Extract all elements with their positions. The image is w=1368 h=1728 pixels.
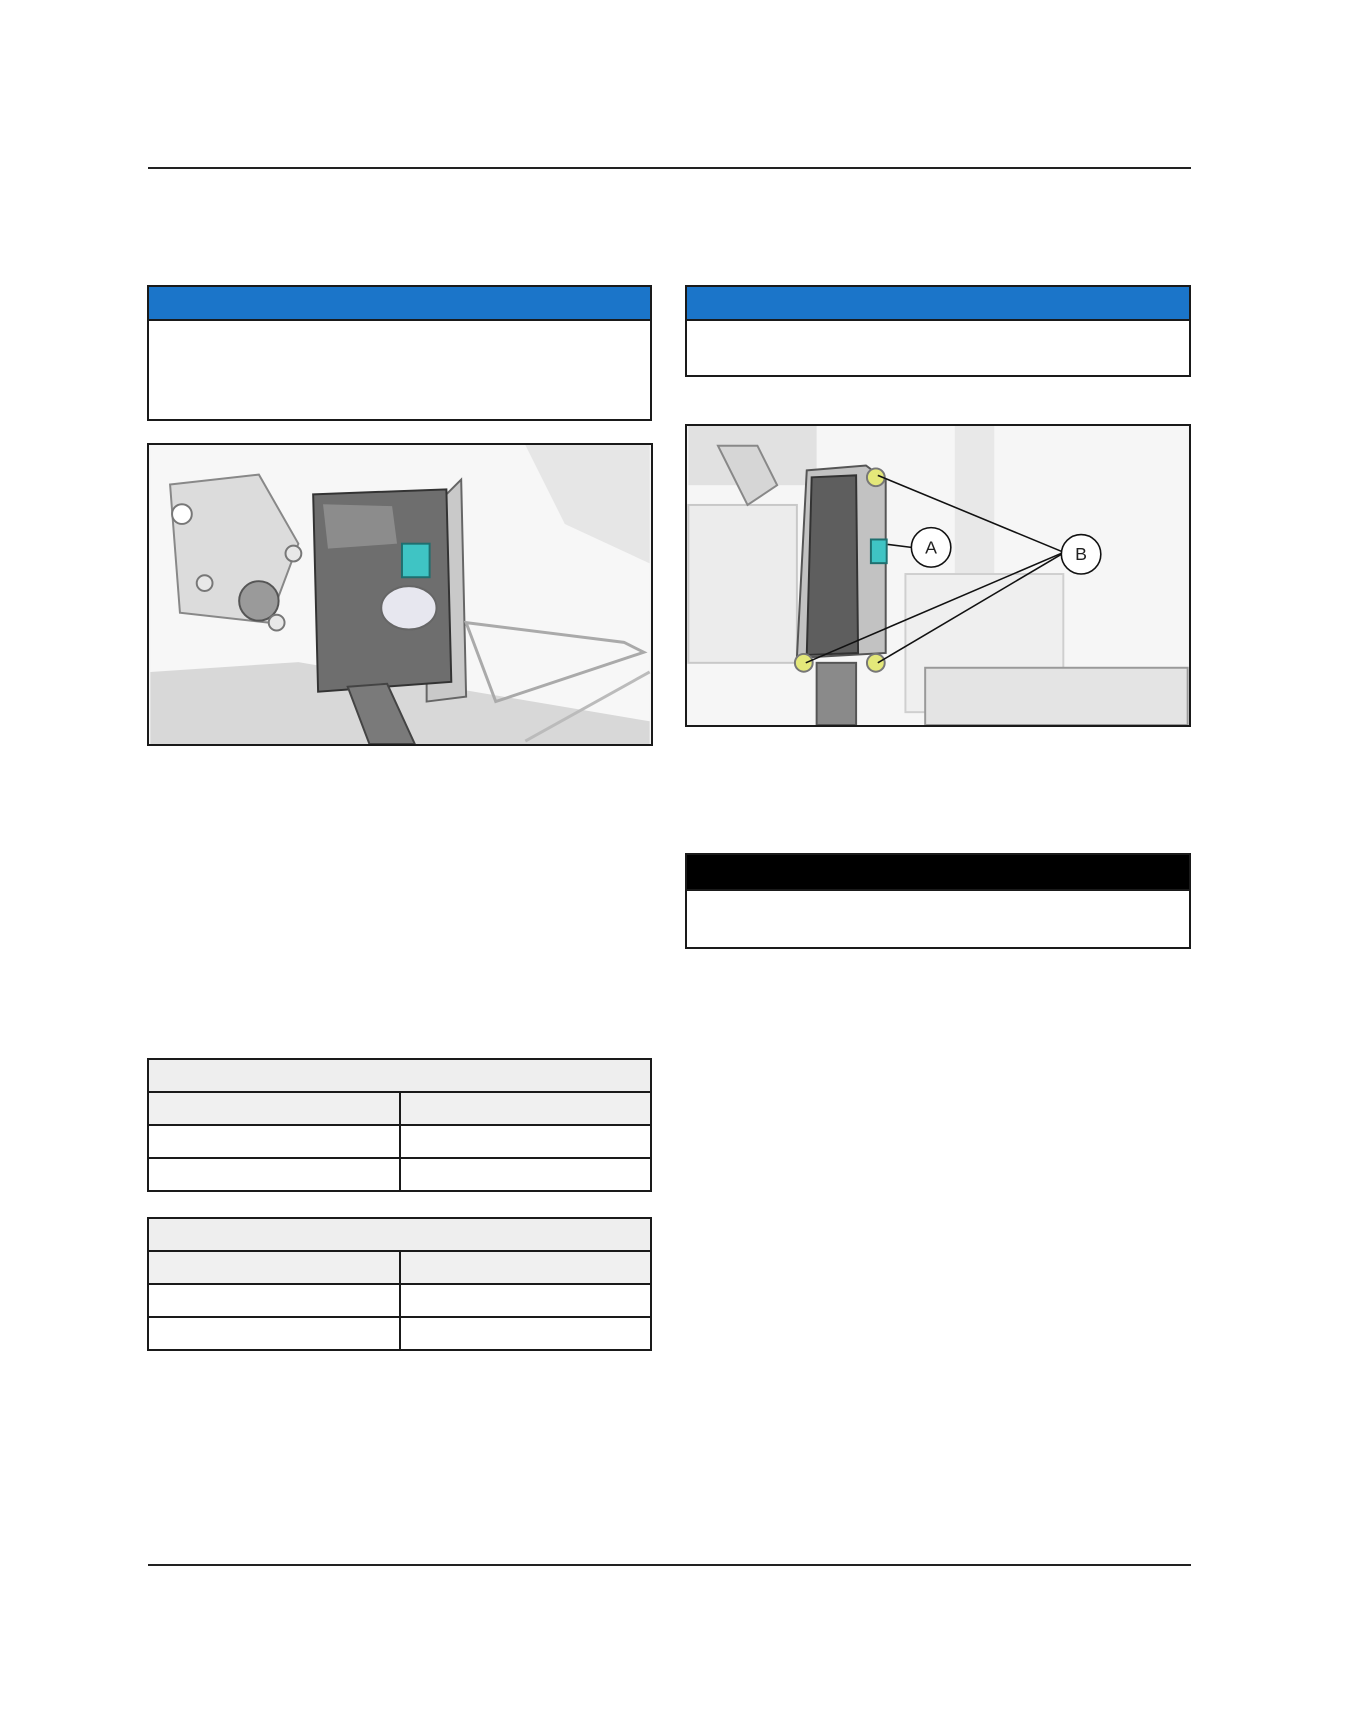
table-cell: [400, 1125, 651, 1158]
footer-rule: [148, 1564, 1191, 1566]
header-rule: [148, 167, 1191, 169]
table-cell: [400, 1158, 651, 1191]
warning-box: [685, 853, 1191, 949]
pedal-sensor-illustration: [149, 445, 651, 744]
table-row: [148, 1158, 651, 1191]
table-cell: [148, 1284, 400, 1317]
callout-b: B: [1075, 544, 1088, 565]
note-banner: [687, 287, 1189, 321]
note-box-left: [147, 285, 652, 421]
note-banner: [149, 287, 650, 321]
callout-a: A: [925, 537, 938, 558]
table-header-cell: [148, 1092, 400, 1125]
warning-banner: [687, 855, 1189, 891]
table-header-cell: [148, 1251, 400, 1284]
table-cell: [148, 1158, 400, 1191]
table-caption: [148, 1218, 651, 1251]
figure-sensor-callouts: [685, 424, 1191, 727]
table-row: [148, 1125, 651, 1158]
table-cell: [148, 1317, 400, 1350]
table-header-cell: [400, 1251, 651, 1284]
table-cell: [400, 1317, 651, 1350]
spec-table-1: [147, 1058, 652, 1192]
table-cell: [400, 1284, 651, 1317]
table-header-cell: [400, 1092, 651, 1125]
note-box-right: [685, 285, 1191, 377]
table-row: [148, 1284, 651, 1317]
table-row: [148, 1317, 651, 1350]
figure-pedal-sensor: [147, 443, 653, 746]
sensor-callout-illustration: [687, 426, 1189, 725]
table-caption: [148, 1059, 651, 1092]
spec-table-2: [147, 1217, 652, 1351]
table-cell: [148, 1125, 400, 1158]
